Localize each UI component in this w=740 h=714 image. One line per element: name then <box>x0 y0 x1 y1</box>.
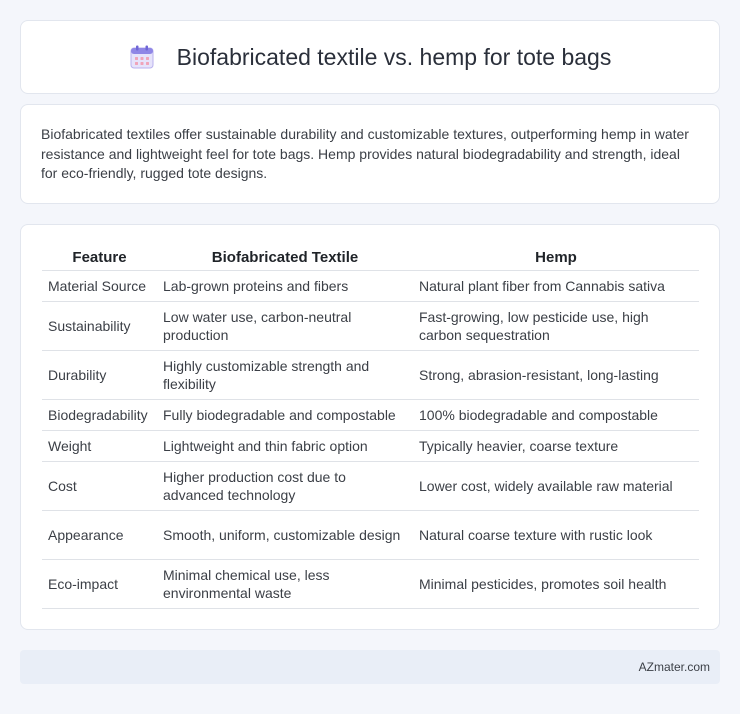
hemp-cell: Typically heavier, coarse texture <box>413 430 699 461</box>
hemp-cell: 100% biodegradable and compostable <box>413 399 699 430</box>
table-row <box>42 430 699 461</box>
feature-cell: Eco-impact <box>42 559 157 608</box>
hemp-cell: Natural coarse texture with rustic look <box>413 510 699 559</box>
feature-cell: Appearance <box>42 510 157 559</box>
biofabricated-cell: Highly customizable strength and flexibility <box>157 350 413 399</box>
hemp-cell: Fast-growing, low pesticide use, high carbon sequestration <box>413 301 699 350</box>
feature-cell: Biodegradability <box>42 399 157 430</box>
table-row <box>42 301 699 350</box>
header-hemp: Hemp <box>413 241 699 270</box>
biofabricated-cell: Lab-grown proteins and fibers <box>157 270 413 301</box>
footer-bar <box>20 650 720 684</box>
feature-cell: Durability <box>42 350 157 399</box>
feature-cell: Cost <box>42 461 157 510</box>
biofabricated-cell: Minimal chemical use, less environmental waste <box>157 559 413 608</box>
hemp-cell: Natural plant fiber from Cannabis sativa <box>413 270 699 301</box>
table-row <box>42 270 699 301</box>
hemp-cell: Minimal pesticides, promotes soil health <box>413 559 699 608</box>
hemp-cell: Strong, abrasion-resistant, long-lasting <box>413 350 699 399</box>
summary-text: Biofabricated textiles offer sustainable durability and customizable textures, outperforming hemp in water resistance and lightweight feel for tote bags. Hemp provides natural biodegradability and strength, ideal for eco-friendly, rugged tote designs. <box>41 126 689 181</box>
title-card <box>20 20 720 94</box>
table-row <box>42 559 699 608</box>
footer-brand: AZmater.com <box>638 660 710 674</box>
page-title: Biofabricated textile vs. hemp for tote bags <box>176 43 612 70</box>
table-header-row <box>42 241 699 270</box>
comparison-table <box>42 241 699 609</box>
biofabricated-cell: Lightweight and thin fabric option <box>157 430 413 461</box>
feature-cell: Material Source <box>42 270 157 301</box>
summary-card <box>20 104 720 204</box>
biofabricated-cell: Fully biodegradable and compostable <box>157 399 413 430</box>
biofabricated-cell: Smooth, uniform, customizable design <box>157 510 413 559</box>
calendar-icon <box>129 44 155 70</box>
table-row <box>42 510 699 559</box>
table-row <box>42 350 699 399</box>
biofabricated-cell: Higher production cost due to advanced technology <box>157 461 413 510</box>
table-row <box>42 461 699 510</box>
header-biofabricated: Biofabricated Textile <box>157 241 413 270</box>
table-row <box>42 399 699 430</box>
hemp-cell: Lower cost, widely available raw material <box>413 461 699 510</box>
feature-cell: Sustainability <box>42 301 157 350</box>
header-feature: Feature <box>42 241 157 270</box>
comparison-table-card <box>20 224 720 630</box>
biofabricated-cell: Low water use, carbon-neutral production <box>157 301 413 350</box>
feature-cell: Weight <box>42 430 157 461</box>
